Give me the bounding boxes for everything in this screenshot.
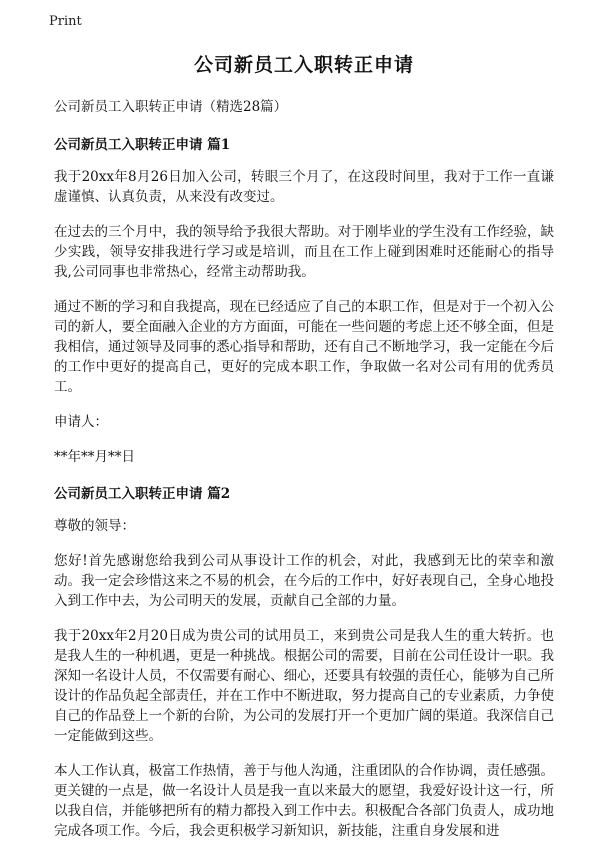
paragraph: 我于20xx年2月20日成为贵公司的试用员工，来到贵公司是我人生的重大转折。也是我人生的一种机遇，更是一种挑战。根据公司的需要，目前在公司任设计一职。我深知一名设计人员，不仅需要有耐心、细心，还要具有较强的责任心，能够为自己所设计的作品负起全部责任，并在工作中不断进取，努力提高自己的专业素质，力争使自己的作品登上一个新的台阶，为公司的发展打开一个更加广阔的渠道。我深信自己一定能做到这些。 bbox=[54, 628, 554, 744]
paragraph: 您好!首先感谢您给我到公司从事设计工作的机会，对此，我感到无比的荣幸和激动。我一定会珍惜这来之不易的机会，在今后的工作中，好好表现自己，全身心地投入到工作中去，为公司明天的发展，贡献自己全部的力量。 bbox=[54, 553, 554, 609]
paragraph: 本人工作认真，极富工作热情，善于与他人沟通，注重团队的合作协调，责任感强。更关键的一点是，做一名设计人员是我一直以来最大的愿望，我爱好设计这一行，所以我自信，并能够把所有的精力都投入到工作中去。积极配合各部门负责人，成功地完成各项工作。今后，我会更积极学习新知识，新技能，注重自身发展和进 bbox=[54, 763, 554, 839]
document-title: 公司新员工入职转正申请 bbox=[193, 54, 414, 76]
paragraph: 通过不断的学习和自我提高，现在已经适应了自己的本职工作，但是对于一个初入公司的新人，要全面融入企业的方方面面，可能在一些问题的考虑上还不够全面，但是我相信，通过领导及同事的悉心指导和帮助，还有自己不断地学习，我一定能在今后的工作中更好的提高自己，更好的完成本职工作，争取做一名对公司有用的优秀员工。 bbox=[54, 299, 554, 395]
section-1 bbox=[54, 133, 554, 467]
section-2 bbox=[54, 482, 554, 841]
applicant-line: 申请人： bbox=[54, 414, 108, 430]
paragraph: 我于20xx年8月26日加入公司，转眼三个月了，在这段时间里，我对于工作一直谦虚谨慎、认真负责，从来没有改变过。 bbox=[54, 169, 554, 205]
paragraph: 在过去的三个月中，我的领导给予我很大帮助。对于刚毕业的学生没有工作经验，缺少实践，领导安排我进行学习或是培训，而且在工作上碰到困难时还能耐心的指导我,公司同事也非常热心，经常主动帮助我。 bbox=[54, 224, 554, 280]
salutation: 尊敬的领导： bbox=[54, 518, 135, 534]
section-heading: 公司新员工入职转正申请 篇2 bbox=[54, 486, 231, 502]
document bbox=[54, 50, 554, 856]
section-heading: 公司新员工入职转正申请 篇1 bbox=[54, 137, 231, 153]
print-link[interactable]: Print bbox=[49, 14, 82, 29]
document-subtitle: 公司新员工入职转正申请（精选28篇） bbox=[54, 99, 288, 115]
date-line: **年**月**日 bbox=[54, 449, 135, 465]
